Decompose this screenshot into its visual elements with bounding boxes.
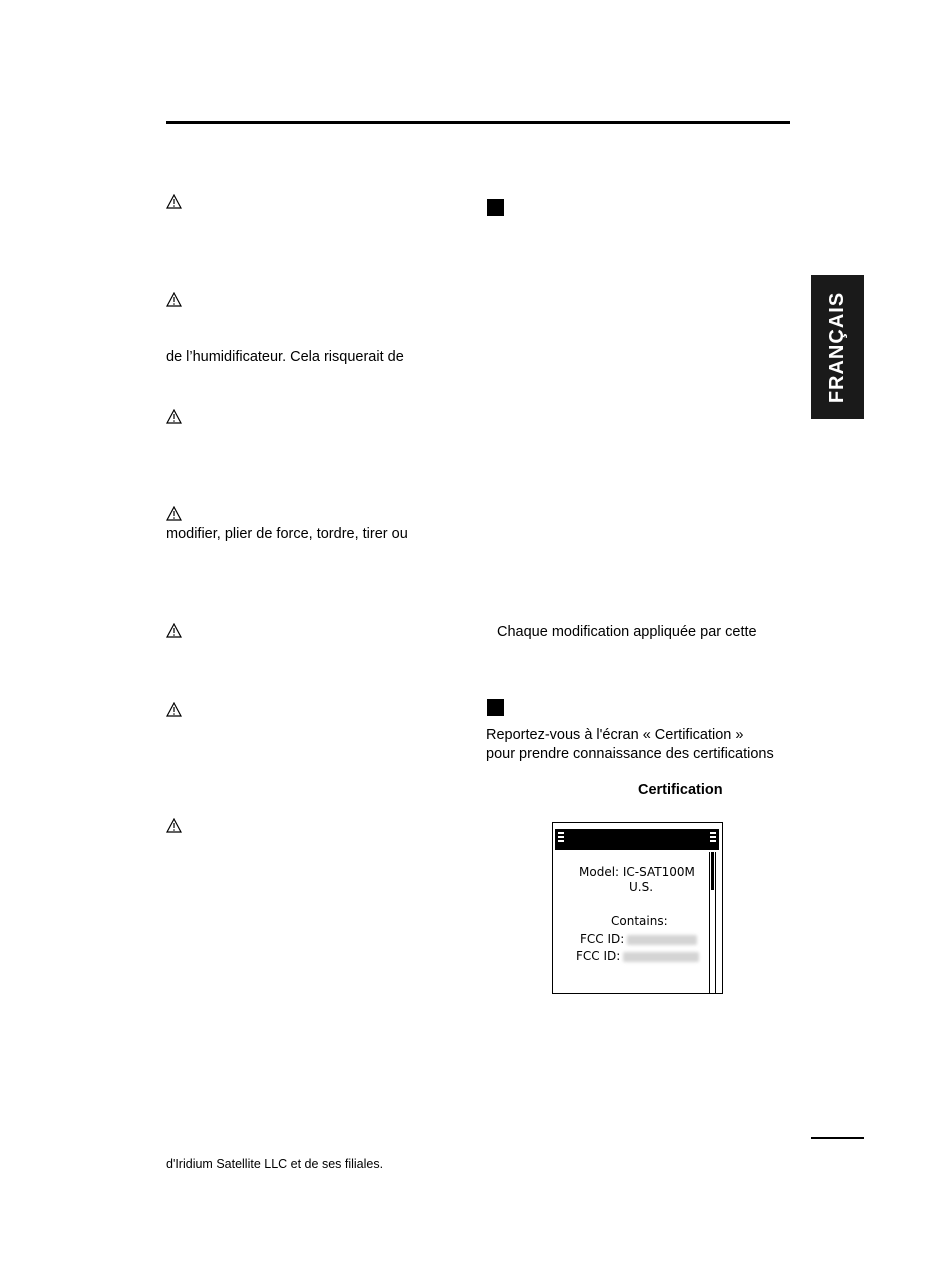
warning-triangle-icon: [166, 506, 182, 521]
footer-note: d'Iridium Satellite LLC et de ses filiales.: [166, 1157, 384, 1171]
black-square-icon: [487, 699, 504, 716]
screen-fcc-row-1: [580, 932, 697, 946]
header-rule: [166, 121, 790, 124]
screen-contains: Contains:: [611, 914, 668, 928]
screen-model: Model: IC-SAT100M: [579, 865, 695, 879]
language-side-tab: [811, 275, 864, 419]
footer-rule: [811, 1137, 864, 1139]
side-tab-label: FRANÇAIS: [826, 291, 848, 403]
warning-triangle-icon: [166, 292, 182, 307]
warning-triangle-icon: [166, 818, 182, 833]
fcc-label-2: FCC ID:: [576, 949, 621, 963]
text-modifier: modifier, plier de force, tordre, tirer ou: [166, 526, 408, 542]
fcc-value-blurred: [623, 952, 699, 962]
fcc-label-1: FCC ID:: [580, 932, 625, 946]
scrollbar-thumb: [711, 852, 714, 890]
screen-fcc-row-2: [576, 949, 699, 963]
warning-triangle-icon: [166, 623, 182, 638]
fcc-value-blurred: [627, 935, 697, 945]
screen-title-bar: [555, 829, 719, 850]
certification-screen: [552, 822, 723, 994]
screen-region: U.S.: [629, 880, 654, 894]
warning-triangle-icon: [166, 194, 182, 209]
text-humidificateur: de l’humidificateur. Cela risquerait de: [166, 349, 404, 365]
menu-lines-icon: [710, 832, 716, 846]
warning-triangle-icon: [166, 702, 182, 717]
text-reportez-vous: Reportez-vous à l'écran « Certification »: [486, 727, 744, 743]
black-square-icon: [487, 199, 504, 216]
text-pour-prendre: pour prendre connaissance des certifications: [486, 746, 774, 762]
warning-triangle-icon: [166, 409, 182, 424]
menu-lines-icon: [558, 832, 564, 846]
screen-scrollbar: [709, 852, 716, 994]
text-chaque-modification: Chaque modification appliquée par cette: [497, 624, 757, 640]
figure-caption: Certification: [638, 782, 723, 798]
